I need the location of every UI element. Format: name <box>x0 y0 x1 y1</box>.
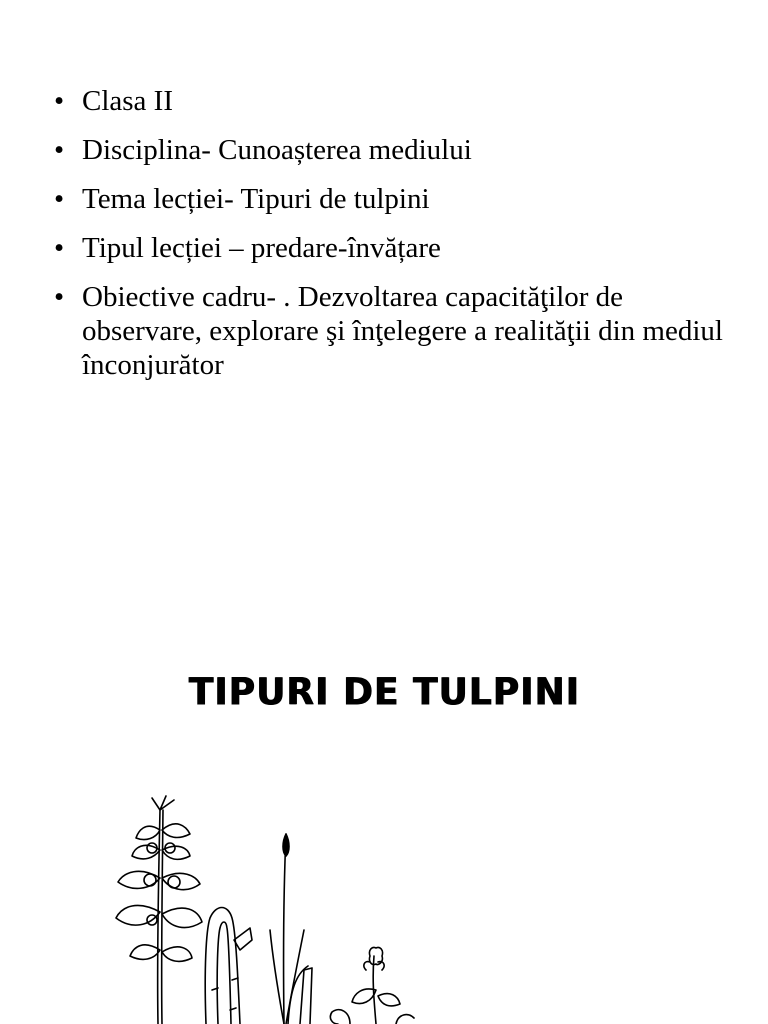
slide-2-title: TIPURI DE TULPINI <box>188 670 580 715</box>
bullet-item <box>48 280 738 382</box>
bullet-dot-icon: • <box>54 281 65 313</box>
bullet-dot-icon: • <box>54 85 65 117</box>
bullet-text: Obiective cadru- . Dezvoltarea capacităţilor de observare, explorare şi înţelegere a realităţii din mediul înconjurător <box>82 281 723 381</box>
bullet-dot-icon: • <box>54 134 65 166</box>
bullet-item <box>48 231 738 265</box>
bullet-text: Tipul lecției – predare-învățare <box>82 232 441 264</box>
bullet-text: Clasa II <box>82 85 173 117</box>
bullet-dot-icon: • <box>54 232 65 264</box>
bullet-item <box>48 182 738 216</box>
flowering-plant-icon <box>330 947 414 1024</box>
plant-stems-illustration <box>100 790 520 1024</box>
bullet-item <box>48 84 738 118</box>
bullet-list <box>48 84 738 397</box>
woody-stem-icon <box>205 908 252 1024</box>
bullet-dot-icon: • <box>54 183 65 215</box>
leafy-plant-icon <box>116 796 202 1024</box>
bullet-text: Tema lecției- Tipuri de tulpini <box>82 183 430 215</box>
bullet-item <box>48 133 738 167</box>
bullet-text: Disciplina- Cunoașterea mediului <box>82 134 472 166</box>
grass-stem-icon <box>270 834 312 1024</box>
